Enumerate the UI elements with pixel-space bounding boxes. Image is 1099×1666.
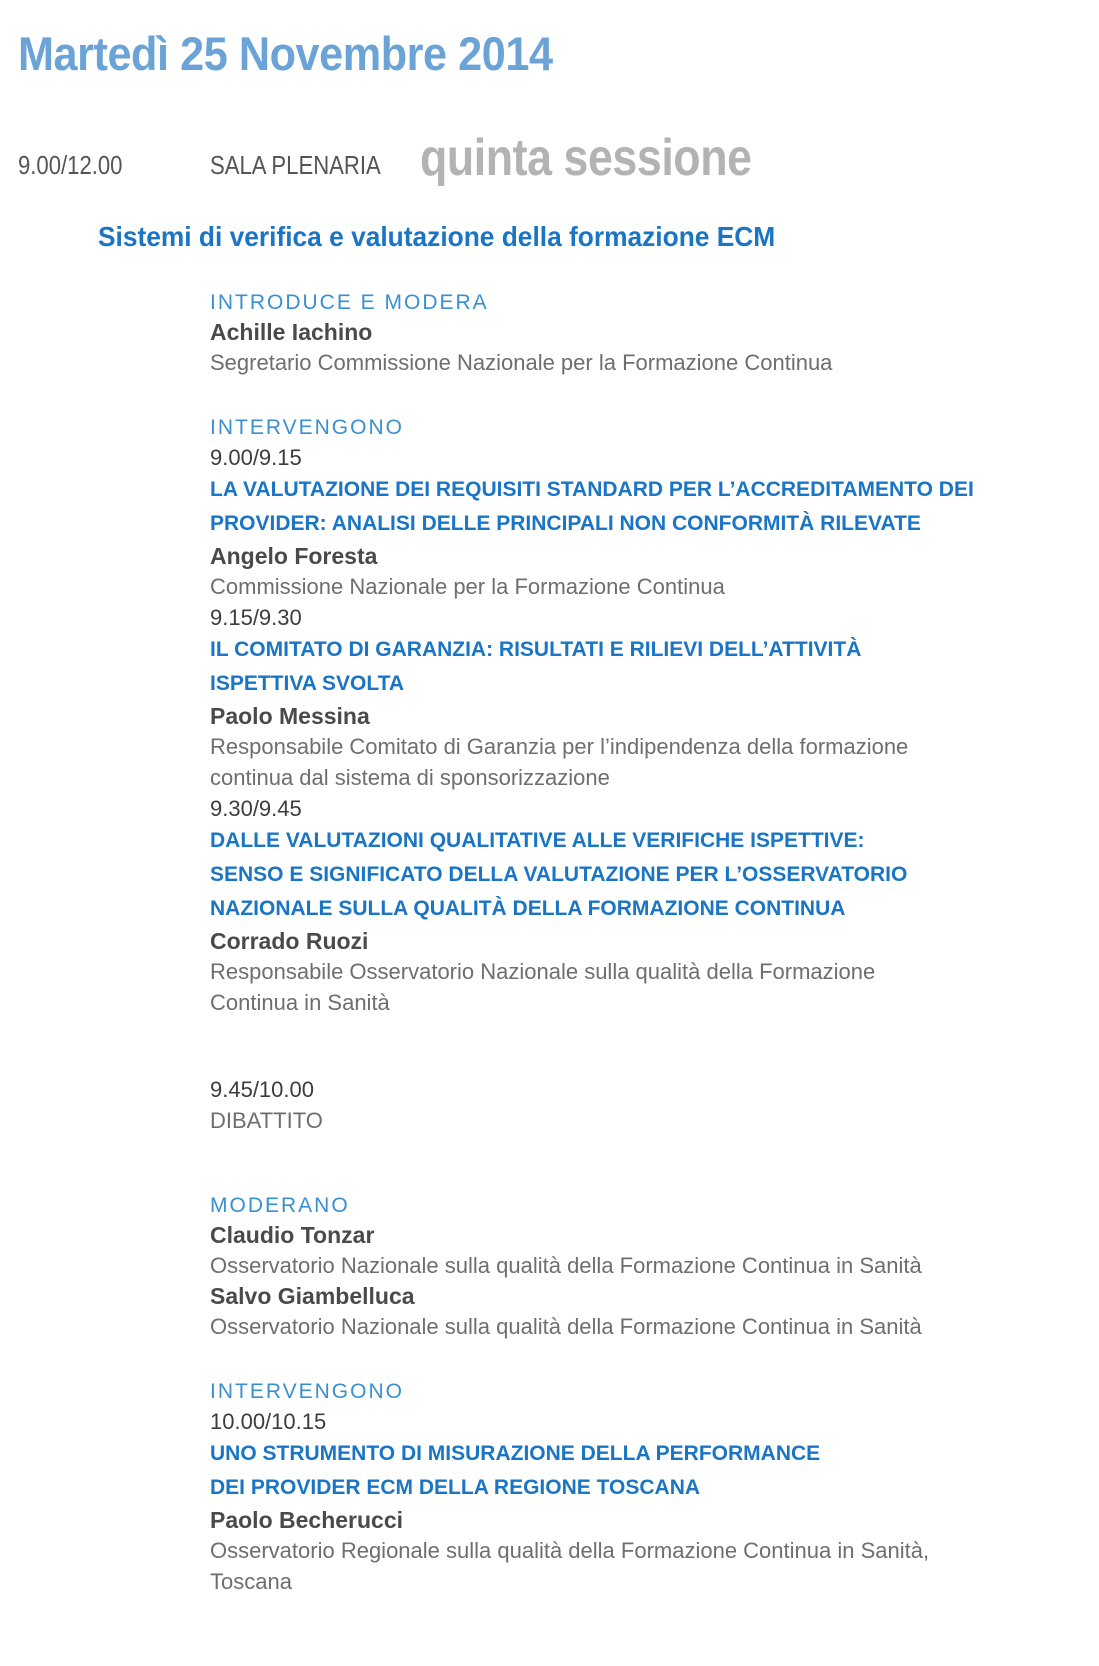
talk-title: IL COMITATO DI GARANZIA: RISULTATI E RILIEVI DELL’ATTIVITÀ ISPETTIVA SVOLTA bbox=[210, 638, 862, 695]
moderator-affiliation: Osservatorio Nazionale sulla qualità della Formazione Continua in Sanità bbox=[210, 1314, 922, 1339]
talk-time: 9.00/9.15 bbox=[210, 445, 302, 470]
moderator-affiliation: Osservatorio Nazionale sulla qualità della Formazione Continua in Sanità bbox=[210, 1253, 922, 1278]
speaker-affiliation: Osservatorio Regionale sulla qualità della Formazione Continua in Sanità, Toscana bbox=[210, 1538, 930, 1594]
talk-title: LA VALUTAZIONE DEI REQUISITI STANDARD PER L’ACCREDITAMENTO DEI PROVIDER: ANALISI DELLE PRINCIPALI NON CONFORMITÀ RILEVATE bbox=[210, 478, 974, 535]
page-date: Martedì 25 Novembre 2014 bbox=[18, 27, 553, 80]
talk-item bbox=[210, 793, 1090, 1018]
role-heading: INTERVENGONO bbox=[210, 1380, 404, 1403]
speaker-name: Paolo Becherucci bbox=[210, 1507, 404, 1533]
talk-item bbox=[210, 1406, 1090, 1597]
talk-title: UNO STRUMENTO DI MISURAZIONE DELLA PERFORMANCE DEI PROVIDER ECM DELLA REGIONE TOSCANA bbox=[210, 1442, 821, 1499]
session-subtitle: Sistemi di verifica e valutazione della formazione ECM bbox=[98, 221, 776, 252]
speaker-name: Angelo Foresta bbox=[210, 543, 378, 569]
talk-time: 10.00/10.15 bbox=[210, 1409, 327, 1434]
talk-time: 9.15/9.30 bbox=[210, 605, 302, 630]
speakers-section bbox=[210, 414, 1090, 1018]
talk-title: DALLE VALUTAZIONI QUALITATIVE ALLE VERIFICHE ISPETTIVE: SENSO E SIGNIFICATO DELLA VALUTAZIONE PER L’OSSERVATORIO NAZIONALE SULLA QUALITÀ DELLA FORMAZIONE CONTINUA bbox=[210, 829, 908, 920]
intro-moderator-section bbox=[210, 289, 1090, 378]
debate-time: 9.45/10.00 bbox=[210, 1077, 314, 1102]
speakers-section-2 bbox=[210, 1378, 1090, 1597]
role-heading: MODERANO bbox=[210, 1194, 350, 1217]
talk-item bbox=[210, 602, 1090, 793]
role-heading: INTRODUCE E MODERA bbox=[210, 291, 489, 314]
session-time-range: 9.00/12.00 bbox=[18, 150, 123, 180]
debate-section bbox=[210, 1074, 1090, 1136]
speaker-affiliation: Responsabile Comitato di Garanzia per l’indipendenza della formazione continua dal sistema di sponsorizzazione bbox=[210, 734, 909, 790]
moderator-name: Claudio Tonzar bbox=[210, 1222, 375, 1248]
session-room: SALA PLENARIA bbox=[210, 150, 381, 180]
speaker-name: Achille Iachino bbox=[210, 319, 373, 345]
speaker-affiliation: Segretario Commissione Nazionale per la Formazione Continua bbox=[210, 350, 833, 375]
speaker-name: Paolo Messina bbox=[210, 703, 370, 729]
debate-label: DIBATTITO bbox=[210, 1108, 323, 1133]
session-title: quinta sessione bbox=[420, 129, 752, 187]
speaker-affiliation: Responsabile Osservatorio Nazionale sulla qualità della Formazione Continua in Sanità bbox=[210, 959, 876, 1015]
program-content bbox=[210, 289, 1090, 1597]
speaker-affiliation: Commissione Nazionale per la Formazione Continua bbox=[210, 574, 725, 599]
moderators-section bbox=[210, 1192, 1090, 1342]
role-heading: INTERVENGONO bbox=[210, 416, 404, 439]
speaker-name: Corrado Ruozi bbox=[210, 928, 369, 954]
talk-time: 9.30/9.45 bbox=[210, 796, 302, 821]
moderator-name: Salvo Giambelluca bbox=[210, 1283, 415, 1309]
talk-item bbox=[210, 442, 1090, 602]
